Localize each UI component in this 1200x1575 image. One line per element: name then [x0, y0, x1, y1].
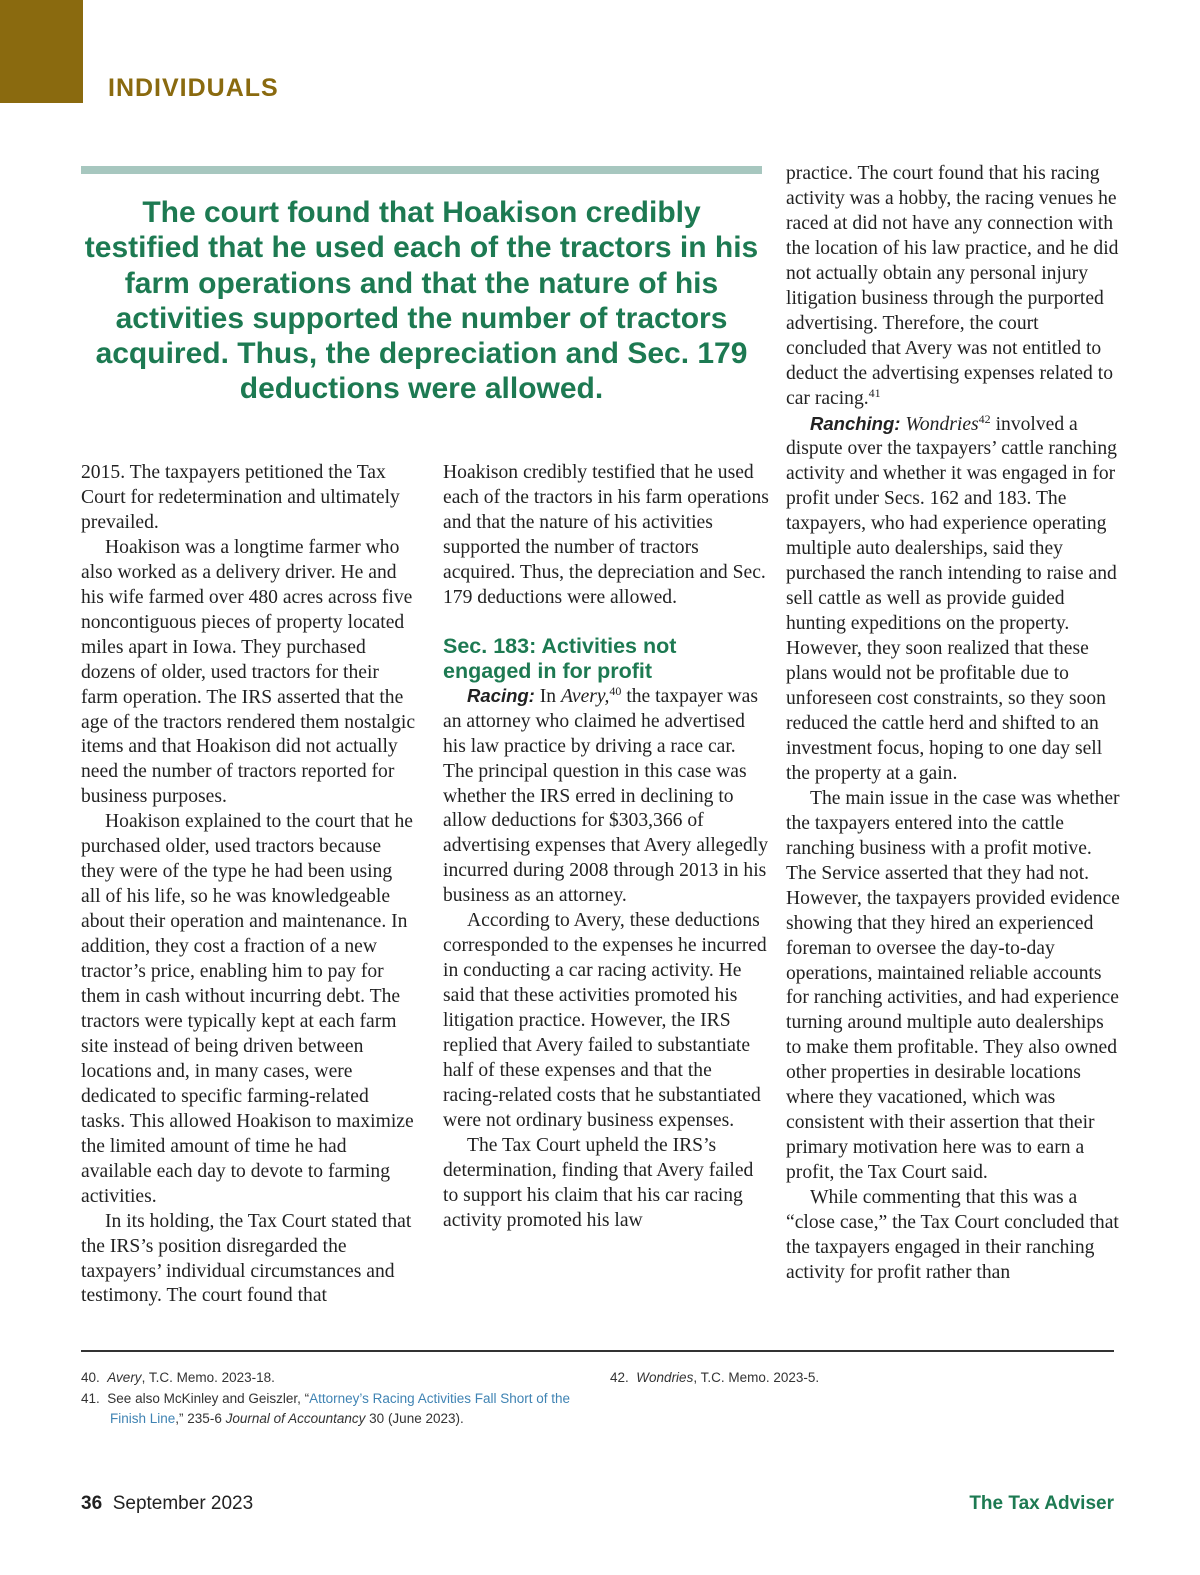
journal-name: Journal of Accountancy [225, 1411, 366, 1426]
paragraph: The main issue in the case was whether the taxpayers entered into the cattle ranching business with a profit motive. The Service asserted that they had not. However, the taxpayers provided evidence showing that they hired an experienced foreman to oversee the day-to-day operations, maintained reliable accounts for ranching activities, and had experience turning around multiple auto dealerships to make them profitable. They also owned other properties in desirable locations where they vacationed, which was consistent with their assertion that their primary motivation here was to earn a profit, the Tax Court said. [786, 787, 1120, 1184]
footnotes-right [610, 1368, 1010, 1389]
run-in-heading-ranching: Ranching: [810, 412, 901, 434]
inline-text: practice. The court found that his racing activity was a hobby, the racing venues he raced at did not have any connection with the location of his law practice, and he did not actually obtain any personal injury litigation business through the purported advertising. Therefore, the court concluded that Avery was not entitled to deduct the advertising expenses related to car racing. [786, 163, 1119, 409]
footnote-rule [81, 1350, 1114, 1352]
section-heading: Sec. 183: Activities not engaged in for profit [443, 633, 677, 683]
paragraph: 2015. The taxpayers petitioned the Tax Court for redetermination and ultimately prevailed. [81, 462, 400, 533]
footnote-40 [81, 1368, 601, 1389]
paragraph: While commenting that this was a “close case,” the Tax Court concluded that the taxpayers engaged in their ranching activity for profit rather than [786, 1187, 1119, 1283]
paragraph: Hoakison explained to the court that he purchased older, used tractors because they were of the type he had been using all of his life, so he was knowledgeable about their operation and maintenance. In addition, they cost a fraction of a new tractor’s price, enabling him to pay for them in cash without incurring debt. The tractors were typically kept at each farm site instead of being driven between locations and, in many cases, were dedicated to specific farming-related tasks. This allowed Hoakison to maximize the limited amount of time he had available each day to devote to farming activities. [81, 811, 414, 1207]
article-column-2 [443, 461, 770, 1234]
case-name: Wondries [905, 413, 979, 435]
paragraph: In its holding, the Tax Court stated that the IRS’s position disregarded the taxpayers’ individual circumstances and testimony. The court found that [81, 1210, 412, 1307]
inline-text: the taxpayer was an attorney who claimed he advertised his law practice by driving a race car. The principal question in this case was whether the IRS erred in declining to allow deductions for $303,366 of advertising expenses that Avery allegedly incurred during 2008 through 2013 in his business as an attorney. [443, 685, 769, 907]
paragraph: Hoakison credibly testified that he used each of the tractors in his farm operations and that the nature of his activities supported the number of tractors acquired. Thus, the depreciation and Sec. 179 deductions were allowed. [443, 462, 769, 608]
paragraph-racing [443, 684, 770, 910]
page-footer-left [81, 1493, 253, 1515]
footnote-text: ,” 235-6 [175, 1411, 226, 1426]
footnote-number: 42. [610, 1370, 629, 1385]
footnote-41 [81, 1389, 601, 1430]
footnote-ref-42[interactable]: 42 [978, 411, 991, 426]
case-name: Avery, [560, 685, 610, 707]
section-label: INDIVIDUALS [108, 74, 279, 102]
case-name: Avery [107, 1370, 142, 1385]
footnote-text: , T.C. Memo. 2023-5. [693, 1370, 820, 1385]
footnote-text: 30 (June 2023). [365, 1411, 464, 1426]
paragraph: Hoakison was a longtime farmer who also worked as a delivery driver. He and his wife farmed over 480 acres across five noncontiguous pieces of property located miles apart in Iowa. They purchased dozens of older, used tractors for their farm operation. The IRS asserted that the age of the tractors rendered them nostalgic items and that Hoakison did not actually need the number of tractors reported for business purposes. [81, 536, 416, 808]
inline-text: In [539, 685, 557, 707]
inline-text: involved a dispute over the taxpayers’ cattle ranching activity and whether it was engaged in for profit under Secs. 162 and 183. The taxpayers, who had experience operating multiple auto dealerships, said they purchased the ranch intending to raise and sell cattle as well as provide guided hunting expeditions on the property. However, they soon realized that these plans would not be profitable due to unforeseen cost constraints, so they soon reduced the cattle herd and shifted to an investment focus, hoping to one day sell the property at a gain. [786, 413, 1117, 784]
issue-date: September 2023 [112, 1493, 254, 1514]
article-link[interactable]: Attorney’s Racing Activities Fall Short of the Finish Line [110, 1390, 571, 1426]
case-name: Wondries [636, 1370, 694, 1385]
article-column-3 [786, 162, 1122, 1286]
footnote-text: , T.C. Memo. 2023-18. [141, 1370, 275, 1385]
run-in-heading-racing: Racing: [467, 684, 535, 706]
paragraph: The Tax Court upheld the IRS’s determination, finding that Avery failed to support his claim that his car racing activity promoted his law [443, 1134, 754, 1231]
footnote-text: See also McKinley and Geiszler, “ [107, 1390, 310, 1406]
footnote-number: 41. [81, 1390, 100, 1406]
pull-quote-rule [81, 166, 762, 174]
paragraph-ranching [786, 412, 1122, 787]
footnotes-left [81, 1368, 601, 1430]
footnote-ref-40[interactable]: 40 [609, 683, 622, 698]
article-column-1 [81, 461, 416, 1309]
footnote-number: 40. [81, 1370, 100, 1385]
publication-name: The Tax Adviser [969, 1493, 1114, 1514]
footnote-ref-41[interactable]: 41 [868, 385, 881, 400]
paragraph [786, 162, 1122, 412]
footnote-42 [610, 1368, 1010, 1389]
pull-quote: The court found that Hoakison credibly testified that he used each of the tractors in his farm operations and that the nature of his activities supported the number of tractors acquired. Thus, the depreciation and Sec. 179 deductions were allowed. [84, 196, 759, 406]
corner-color-block [0, 0, 83, 103]
page-number: 36 [81, 1493, 103, 1514]
paragraph: According to Avery, these deductions corresponded to the expenses he incurred in conducting a car racing activity. He said that these activities promoted his litigation practice. However, the IRS replied that Avery failed to substantiate half of these expenses and that the racing-related costs that he substantiated were not ordinary business expenses. [443, 910, 767, 1131]
